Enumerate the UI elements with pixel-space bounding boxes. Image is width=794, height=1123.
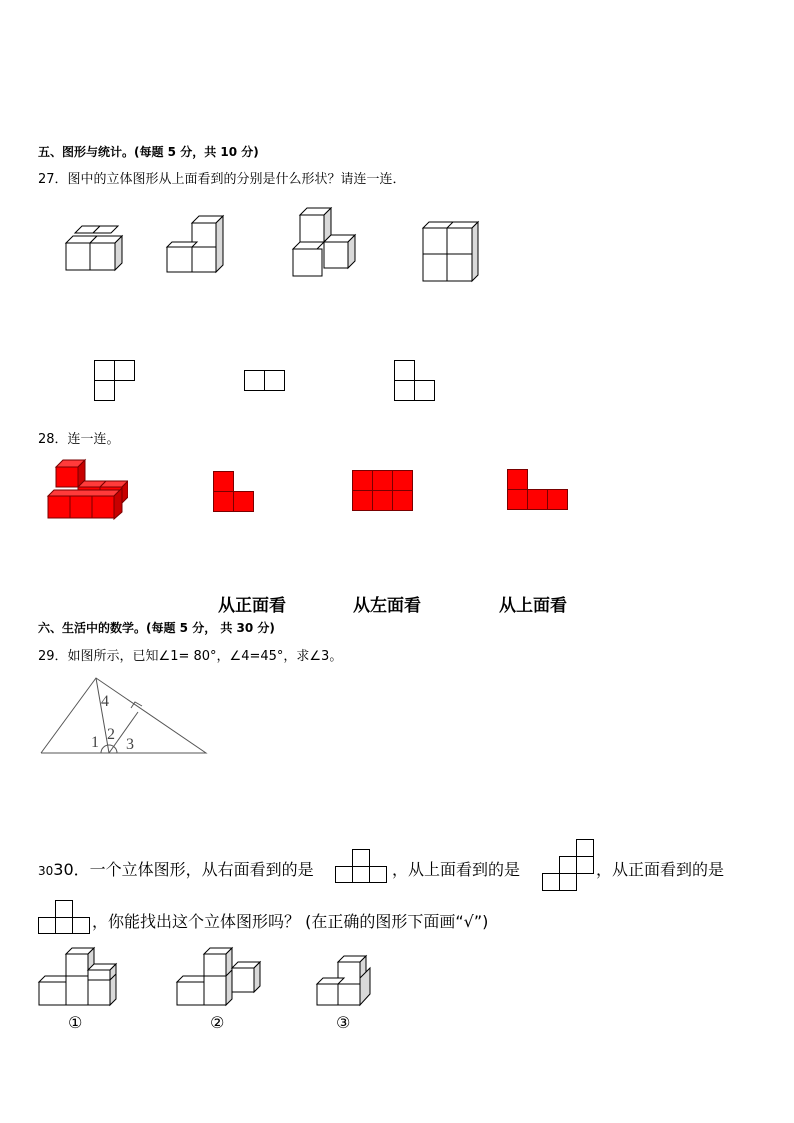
angle-label-2: 2 bbox=[107, 726, 115, 743]
q27-solid-2 bbox=[162, 213, 232, 277]
q29-triangle-figure bbox=[38, 672, 213, 758]
q28-red-view-2 bbox=[351, 469, 415, 513]
question-28-text: 28．连一连。 bbox=[38, 432, 120, 447]
q27-view-shape-1 bbox=[93, 359, 137, 403]
q27-solid-1 bbox=[60, 225, 130, 275]
question-30-text-part1: 3030．一个立体图形，从右面看到的是 bbox=[38, 860, 314, 879]
q27-solid-3 bbox=[288, 207, 364, 279]
question-30-text-part2: ，从上面看到的是 bbox=[392, 860, 521, 879]
q27-view-shape-3 bbox=[393, 359, 437, 403]
q30-front-view-shape bbox=[38, 899, 92, 935]
section-5-title: 五、图形与统计。(每题 5 分，共 10 分) bbox=[38, 145, 259, 159]
question-29-text: 29．如图所示，已知∠1= 80°，∠4=45°，求∠3。 bbox=[38, 649, 343, 664]
q28-red-view-3 bbox=[506, 468, 570, 512]
q30-option-1-solid bbox=[36, 946, 120, 1008]
q30-top-view-shape bbox=[540, 838, 596, 892]
q30-right-view-shape bbox=[335, 848, 389, 884]
angle-label-3: 3 bbox=[126, 736, 134, 753]
view-label-front: 从正面看 bbox=[218, 596, 286, 616]
q28-red-solid bbox=[42, 457, 128, 521]
question-30-text-part3: ，从正面看到的是 bbox=[596, 860, 725, 879]
question-30-text-part4: ，你能找出这个立体图形吗？ (在正确的图形下面画“√”) bbox=[92, 912, 489, 931]
q30-option-2-solid bbox=[174, 946, 266, 1008]
question-27-text: 27．图中的立体图形从上面看到的分别是什么形状？请连一连． bbox=[38, 172, 406, 187]
q30-option-3-solid bbox=[314, 954, 376, 1008]
q28-red-view-1 bbox=[212, 470, 256, 514]
q30-option-1-label: ① bbox=[68, 1013, 83, 1032]
view-label-left: 从左面看 bbox=[353, 596, 421, 616]
section-6-title: 六、生活中的数学。(每题 5 分， 共 30 分) bbox=[38, 621, 275, 635]
q30-option-3-label: ③ bbox=[336, 1013, 351, 1032]
view-label-top: 从上面看 bbox=[499, 596, 567, 616]
angle-label-1: 1 bbox=[91, 734, 99, 751]
q27-solid-4 bbox=[418, 218, 484, 284]
q27-view-shape-2 bbox=[243, 369, 287, 393]
angle-label-4: 4 bbox=[101, 693, 109, 710]
q30-option-2-label: ② bbox=[210, 1013, 225, 1032]
